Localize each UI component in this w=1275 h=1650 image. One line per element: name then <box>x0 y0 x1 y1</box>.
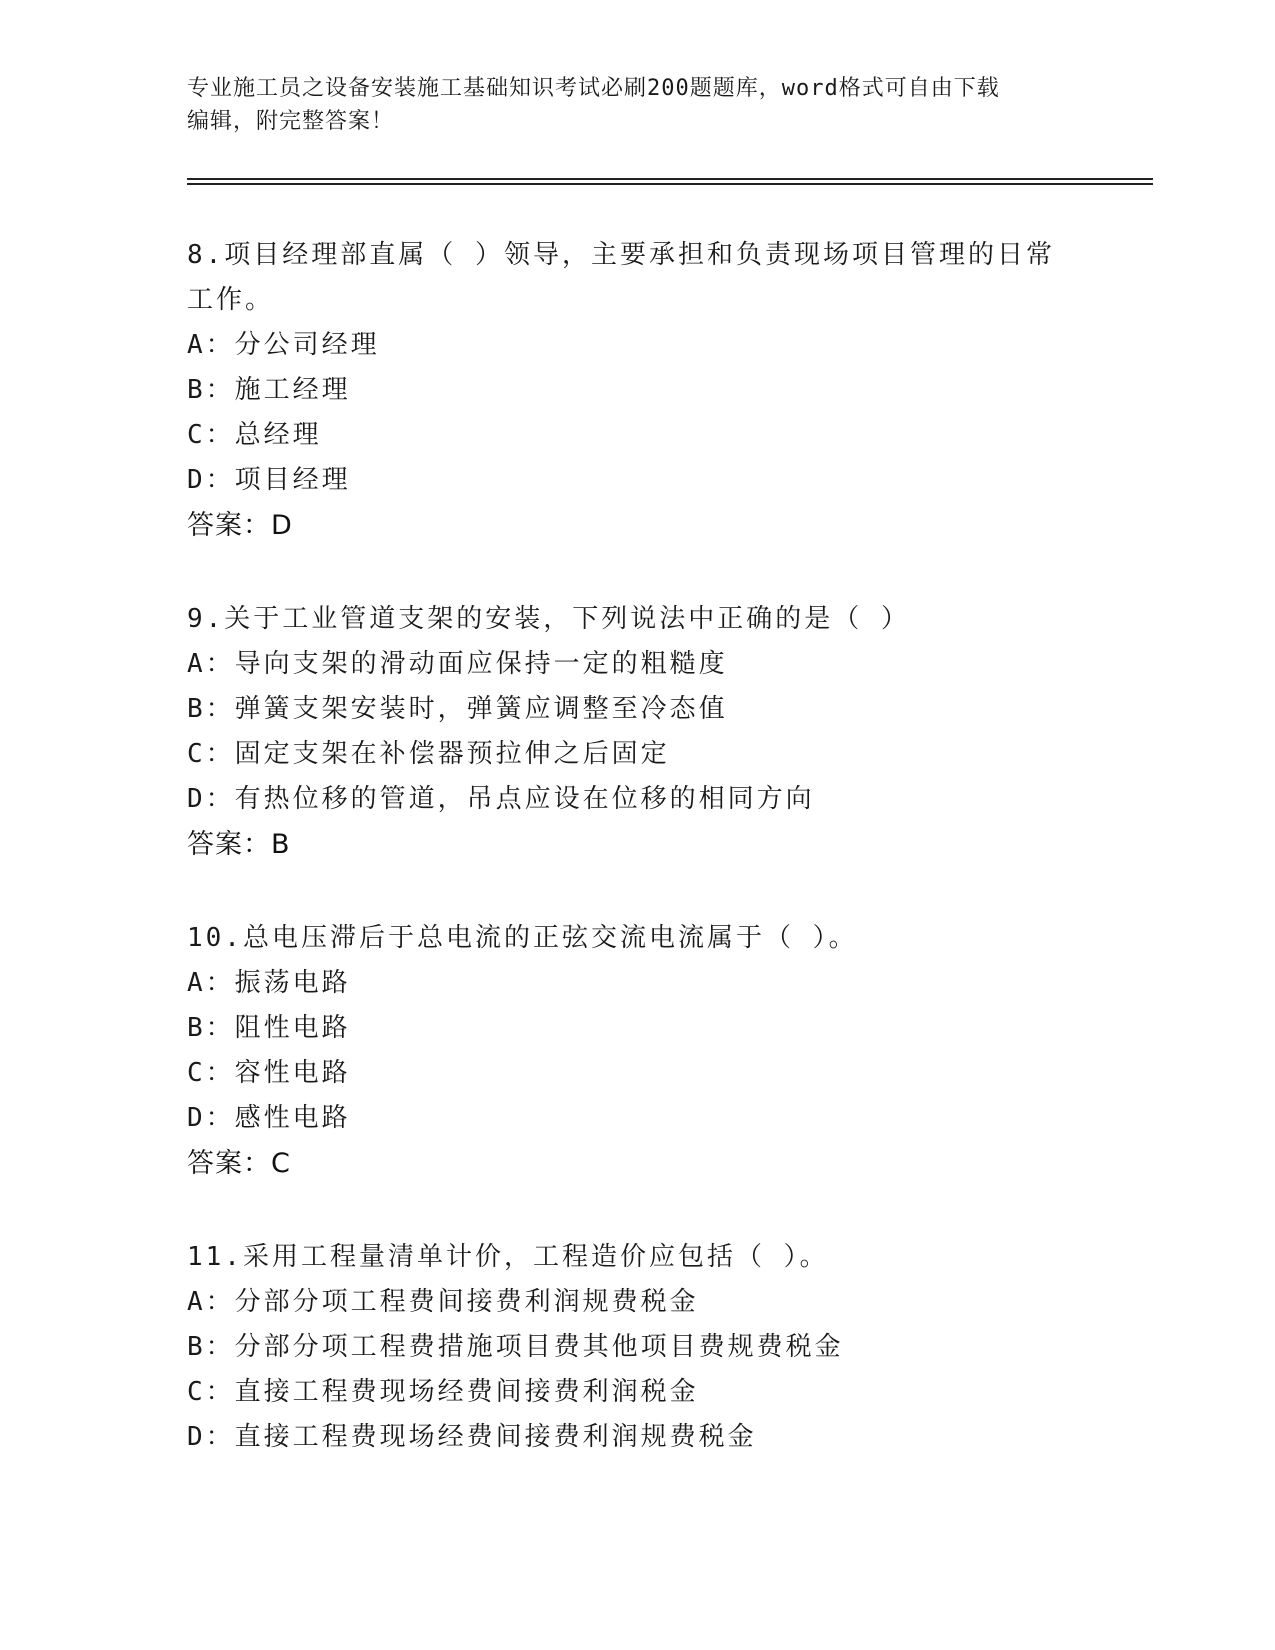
option-b: B：阻性电路 <box>187 1013 351 1043</box>
option-a: A：振荡电路 <box>187 968 351 998</box>
option-a: A：分公司经理 <box>187 330 380 360</box>
option-d: D：直接工程费现场经费间接费利润规费税金 <box>187 1422 757 1452</box>
header-title-line-2: 编辑，附完整答案！ <box>187 109 395 134</box>
question-8 <box>187 233 1087 548</box>
option-d: D：有热位移的管道，吊点应设在位移的相同方向 <box>187 784 815 814</box>
question-stem: 10.总电压滞后于总电流的正弦交流电流属于（ ）。 <box>187 923 858 953</box>
option-d: D：感性电路 <box>187 1103 351 1133</box>
answer-label: 答案：D <box>187 510 293 541</box>
document-header <box>187 72 1087 138</box>
question-stem: 8.项目经理部直属（ ）领导，主要承担和负责现场项目管理的日常工作。 <box>187 240 1055 315</box>
option-c: C：固定支架在补偿器预拉伸之后固定 <box>187 739 670 769</box>
question-11 <box>187 1235 1087 1460</box>
option-b: B：弹簧支架安装时，弹簧应调整至冷态值 <box>187 694 728 724</box>
option-c: C：容性电路 <box>187 1058 351 1088</box>
answer-label: 答案：B <box>187 829 291 860</box>
answer-label: 答案：C <box>187 1148 291 1179</box>
option-a: A：分部分项工程费间接费利润规费税金 <box>187 1287 699 1317</box>
question-9 <box>187 597 1087 867</box>
question-10 <box>187 916 1087 1186</box>
question-stem: 9.关于工业管道支架的安装，下列说法中正确的是（ ） <box>187 604 910 634</box>
option-b: B：分部分项工程费措施项目费其他项目费规费税金 <box>187 1332 844 1362</box>
question-stem: 11.采用工程量清单计价，工程造价应包括（ ）。 <box>187 1242 829 1272</box>
header-divider-bottom <box>187 183 1153 185</box>
option-c: C：直接工程费现场经费间接费利润税金 <box>187 1377 699 1407</box>
option-c: C：总经理 <box>187 420 322 450</box>
option-d: D：项目经理 <box>187 465 351 495</box>
option-a: A：导向支架的滑动面应保持一定的粗糙度 <box>187 649 728 679</box>
header-divider-top <box>187 178 1153 180</box>
header-title-line-1: 专业施工员之设备安装施工基础知识考试必刷200题题库，word格式可自由下载 <box>187 76 1000 101</box>
option-b: B：施工经理 <box>187 375 351 405</box>
